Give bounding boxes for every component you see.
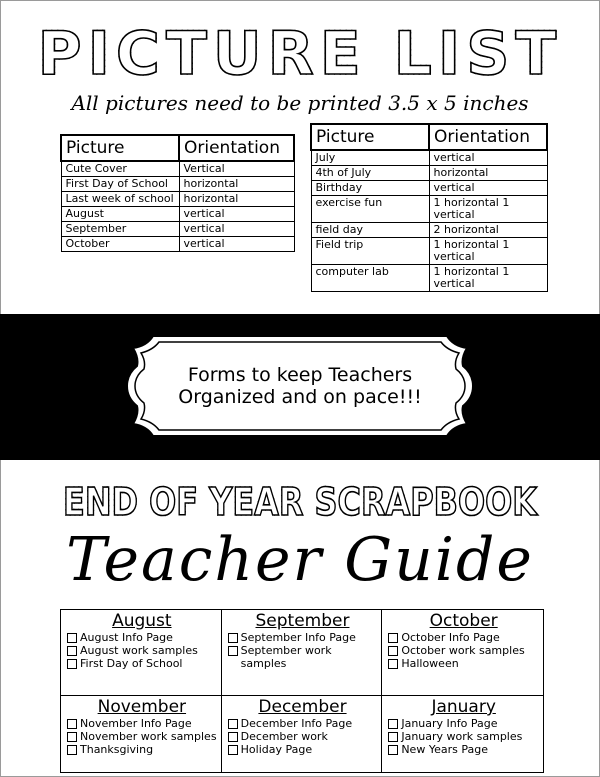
- checklist-item-label: Thanksgiving: [80, 743, 154, 756]
- table-row: [311, 265, 547, 292]
- picture-cell: Cute Cover: [61, 161, 179, 177]
- column-header-orientation: Orientation: [179, 135, 294, 161]
- orientation-cell: vertical: [429, 150, 547, 166]
- picture-cell: 4th of July: [311, 166, 429, 181]
- checklist-item: [388, 743, 539, 756]
- checklist-item: [228, 743, 378, 756]
- checklist-item: [228, 631, 378, 644]
- table-header-row: [311, 124, 547, 150]
- scrapbook-title: END OF YEAR SCRAPBOOK: [48, 480, 552, 524]
- column-header-picture: Picture: [311, 124, 429, 150]
- checklist-item-label: January work samples: [401, 730, 523, 743]
- table-row: [311, 223, 547, 238]
- checklist-item-label: October Info Page: [401, 631, 500, 644]
- month-cell-november: [61, 696, 222, 773]
- orientation-cell: horizontal: [179, 192, 294, 207]
- checkbox-icon[interactable]: [388, 732, 398, 742]
- checklist-item: [388, 631, 539, 644]
- picture-cell: Birthday: [311, 181, 429, 196]
- checkbox-icon[interactable]: [388, 646, 398, 656]
- checklist-item-label: Holiday Page: [240, 743, 313, 756]
- checklist-item: [67, 730, 217, 743]
- month-cell-december: [222, 696, 383, 773]
- month-heading: November: [97, 697, 187, 717]
- picture-cell: July: [311, 150, 429, 166]
- table-row: [61, 222, 294, 237]
- checklist-item: [67, 631, 217, 644]
- orientation-cell: horizontal: [179, 177, 294, 192]
- checkbox-icon[interactable]: [228, 633, 238, 643]
- month-heading: September: [255, 611, 350, 631]
- month-heading: October: [429, 611, 498, 631]
- checkbox-icon[interactable]: [67, 745, 77, 755]
- checkbox-icon[interactable]: [228, 646, 238, 656]
- checkbox-icon[interactable]: [228, 745, 238, 755]
- table-row: [311, 238, 547, 265]
- checklist-item: [67, 717, 217, 730]
- banner-plaque: [123, 330, 477, 442]
- month-heading: December: [258, 697, 347, 717]
- banner-line-1: Forms to keep Teachers: [187, 364, 413, 386]
- checklist-item-label: September work samples: [240, 644, 332, 670]
- checkbox-icon[interactable]: [67, 646, 77, 656]
- checklist-item: [228, 730, 378, 743]
- checklist-item-label: January Info Page: [401, 717, 498, 730]
- picture-cell: Field trip: [311, 238, 429, 265]
- checklist-item: [67, 644, 217, 657]
- table-row: [61, 192, 294, 207]
- month-checklist-grid: [60, 609, 544, 773]
- checklist-item-label: October work samples: [401, 644, 525, 657]
- orientation-cell: vertical: [179, 222, 294, 237]
- table-row: [61, 161, 294, 177]
- picture-cell: Last week of school: [61, 192, 179, 207]
- orientation-cell: 2 horizontal: [429, 223, 547, 238]
- checklist-item-label: September Info Page: [240, 631, 356, 644]
- orientation-cell: vertical: [179, 207, 294, 222]
- picture-table-right: [310, 123, 548, 292]
- orientation-cell: 1 horizontal 1 vertical: [429, 265, 547, 292]
- checklist-item-label: November work samples: [80, 730, 217, 743]
- column-header-picture: Picture: [61, 135, 179, 161]
- picture-cell: computer lab: [311, 265, 429, 292]
- checkbox-icon[interactable]: [228, 719, 238, 729]
- picture-table-left: [60, 134, 295, 252]
- picture-list-subtitle: All pictures need to be printed 3.5 x 5 inches: [71, 91, 529, 115]
- month-heading: August: [112, 611, 172, 631]
- checklist-item-label: August Info Page: [80, 631, 173, 644]
- banner-line-2: Organized and on pace!!!: [178, 386, 422, 408]
- orientation-cell: Vertical: [179, 161, 294, 177]
- month-heading: January: [431, 697, 496, 717]
- checkbox-icon[interactable]: [388, 659, 398, 669]
- table-row: [311, 181, 547, 196]
- checkbox-icon[interactable]: [67, 659, 77, 669]
- picture-cell: field day: [311, 223, 429, 238]
- checklist-item: [228, 717, 378, 730]
- orientation-cell: vertical: [429, 181, 547, 196]
- month-cell-january: [382, 696, 543, 773]
- teacher-guide-title: Teacher Guide: [66, 525, 534, 595]
- checklist-item-label: August work samples: [80, 644, 198, 657]
- checklist-item-label: First Day of School: [80, 657, 183, 670]
- picture-cell: August: [61, 207, 179, 222]
- table-row: [61, 177, 294, 192]
- checkbox-icon[interactable]: [67, 633, 77, 643]
- checklist-item: [67, 743, 217, 756]
- orientation-cell: horizontal: [429, 166, 547, 181]
- checkbox-icon[interactable]: [388, 719, 398, 729]
- picture-cell: September: [61, 222, 179, 237]
- orientation-cell: vertical: [179, 237, 294, 252]
- checkbox-icon[interactable]: [388, 745, 398, 755]
- orientation-cell: 1 horizontal 1 vertical: [429, 238, 547, 265]
- checkbox-icon[interactable]: [67, 719, 77, 729]
- month-cell-september: [222, 610, 383, 696]
- checklist-item-label: December work: [240, 730, 328, 743]
- checkbox-icon[interactable]: [67, 732, 77, 742]
- checklist-item: [228, 644, 378, 670]
- picture-list-title: PICTURE LIST: [0, 22, 600, 86]
- checklist-item: [67, 657, 217, 670]
- table-row: [61, 237, 294, 252]
- picture-cell: First Day of School: [61, 177, 179, 192]
- table-row: [311, 166, 547, 181]
- table-row: [311, 196, 547, 223]
- checklist-item-label: Halloween: [401, 657, 459, 670]
- month-cell-august: [61, 610, 222, 696]
- checklist-item: [388, 730, 539, 743]
- checklist-item-label: November Info Page: [80, 717, 192, 730]
- orientation-cell: 1 horizontal 1 vertical: [429, 196, 547, 223]
- picture-cell: October: [61, 237, 179, 252]
- column-header-orientation: Orientation: [429, 124, 547, 150]
- table-row: [311, 150, 547, 166]
- checkbox-icon[interactable]: [388, 633, 398, 643]
- checklist-item: [388, 644, 539, 657]
- checklist-item: [388, 657, 539, 670]
- picture-cell: exercise fun: [311, 196, 429, 223]
- table-header-row: [61, 135, 294, 161]
- checklist-item-label: December Info Page: [240, 717, 353, 730]
- month-cell-october: [382, 610, 543, 696]
- checkbox-icon[interactable]: [228, 732, 238, 742]
- checklist-item-label: New Years Page: [401, 743, 488, 756]
- checklist-item: [388, 717, 539, 730]
- banner-text: [123, 364, 477, 408]
- table-row: [61, 207, 294, 222]
